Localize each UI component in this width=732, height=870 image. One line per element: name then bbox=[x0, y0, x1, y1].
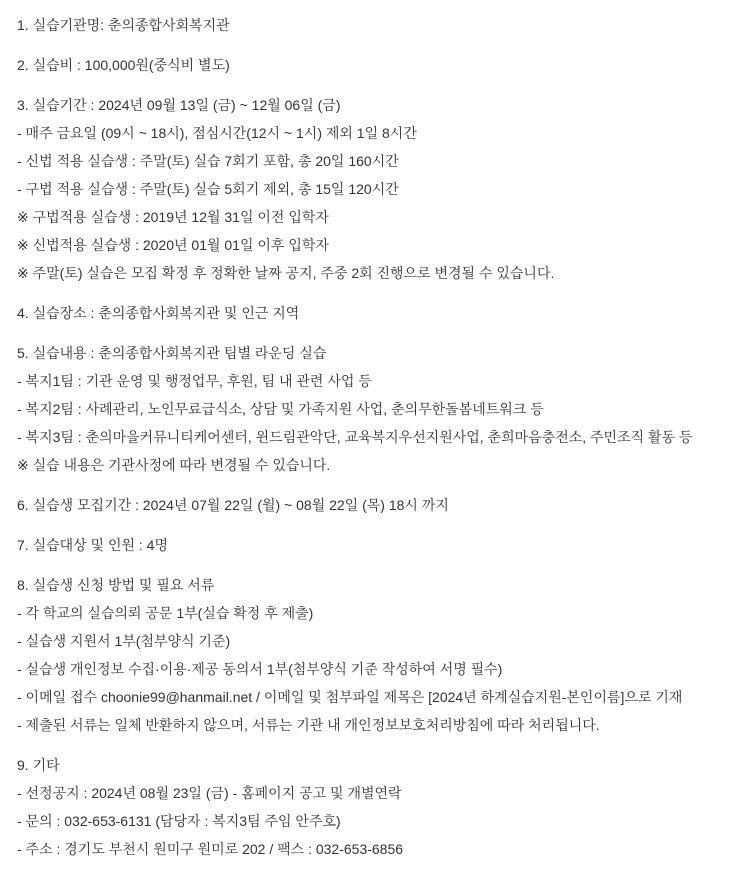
document-line: - 실습생 개인정보 수집·이용·제공 동의서 1부(첨부양식 기준 작성하여 서명 필수) bbox=[17, 661, 503, 677]
document-section bbox=[17, 299, 716, 327]
document-section bbox=[17, 751, 716, 863]
document-line: 2. 실습비 : 100,000원(중식비 별도) bbox=[17, 57, 230, 73]
document-line: - 복지2팀 : 사례관리, 노인무료급식소, 상담 및 가족지원 사업, 춘의무한돌봄네트워크 등 bbox=[17, 401, 544, 417]
document-line: - 주소 : 경기도 부천시 원미구 원미로 202 / 팩스 : 032-653-6856 bbox=[17, 841, 404, 857]
document-section bbox=[17, 531, 716, 559]
document-line: 3. 실습기간 : 2024년 09월 13일 (금) ~ 12월 06일 (금) bbox=[17, 97, 341, 113]
document-line: - 복지1팀 : 기관 운영 및 행정업무, 후원, 팀 내 관련 사업 등 bbox=[17, 373, 372, 389]
document-line: - 신법 적용 실습생 : 주말(토) 실습 7회기 포함, 총 20일 160시간 bbox=[17, 153, 399, 169]
document-line: 8. 실습생 신청 방법 및 필요 서류 bbox=[17, 577, 215, 593]
document-section bbox=[17, 491, 716, 519]
document-line: ※ 주말(토) 실습은 모집 확정 후 정확한 날짜 공지, 주중 2회 진행으로 변경될 수 있습니다. bbox=[17, 265, 555, 281]
document-line: - 매주 금요일 (09시 ~ 18시), 점심시간(12시 ~ 1시) 제외 1일 8시간 bbox=[17, 125, 417, 141]
document-line: - 각 학교의 실습의뢰 공문 1부(실습 확정 후 제출) bbox=[17, 605, 314, 621]
document-line: 4. 실습장소 : 춘의종합사회복지관 및 인근 지역 bbox=[17, 305, 300, 321]
document-section bbox=[17, 11, 716, 39]
document-section bbox=[17, 571, 716, 739]
document-line: - 제출된 서류는 일체 반환하지 않으며, 서류는 기관 내 개인정보보호처리방침에 따라 처리됩니다. bbox=[17, 717, 600, 733]
document-line: 1. 실습기관명: 춘의종합사회복지관 bbox=[17, 17, 230, 33]
document-line: - 선정공지 : 2024년 08월 23일 (금) - 홈페이지 공고 및 개별연락 bbox=[17, 785, 402, 801]
document-line: ※ 구법적용 실습생 : 2019년 12월 31일 이전 입학자 bbox=[17, 209, 329, 225]
document-section bbox=[17, 339, 716, 479]
document-line: - 이메일 접수 choonie99@hanmail.net / 이메일 및 첨부파일 제목은 [2024년 하계실습지원-본인이름]으로 기재 bbox=[17, 689, 683, 705]
document-line: - 복지3팀 : 춘의마을커뮤니티케어센터, 윈드림관악단, 교육복지우선지원사업, 춘희마음충전소, 주민조직 활동 등 bbox=[17, 429, 693, 445]
document-line: - 문의 : 032-653-6131 (담당자 : 복지3팀 주임 안주호) bbox=[17, 813, 341, 829]
document-section bbox=[17, 51, 716, 79]
document-line: ※ 신법적용 실습생 : 2020년 01월 01일 이후 입학자 bbox=[17, 237, 329, 253]
document-line: - 구법 적용 실습생 : 주말(토) 실습 5회기 제외, 총 15일 120시간 bbox=[17, 181, 399, 197]
document-line: 5. 실습내용 : 춘의종합사회복지관 팀별 라운딩 실습 bbox=[17, 345, 327, 361]
document-line: 6. 실습생 모집기간 : 2024년 07월 22일 (월) ~ 08월 22일 (목) 18시 까지 bbox=[17, 497, 449, 513]
document-body bbox=[17, 11, 716, 863]
document-line: 7. 실습대상 및 인원 : 4명 bbox=[17, 537, 168, 553]
document-line: - 실습생 지원서 1부(첨부양식 기준) bbox=[17, 633, 231, 649]
document-section bbox=[17, 91, 716, 287]
document-line: 9. 기타 bbox=[17, 757, 60, 773]
document-line: ※ 실습 내용은 기관사정에 따라 변경될 수 있습니다. bbox=[17, 457, 331, 473]
